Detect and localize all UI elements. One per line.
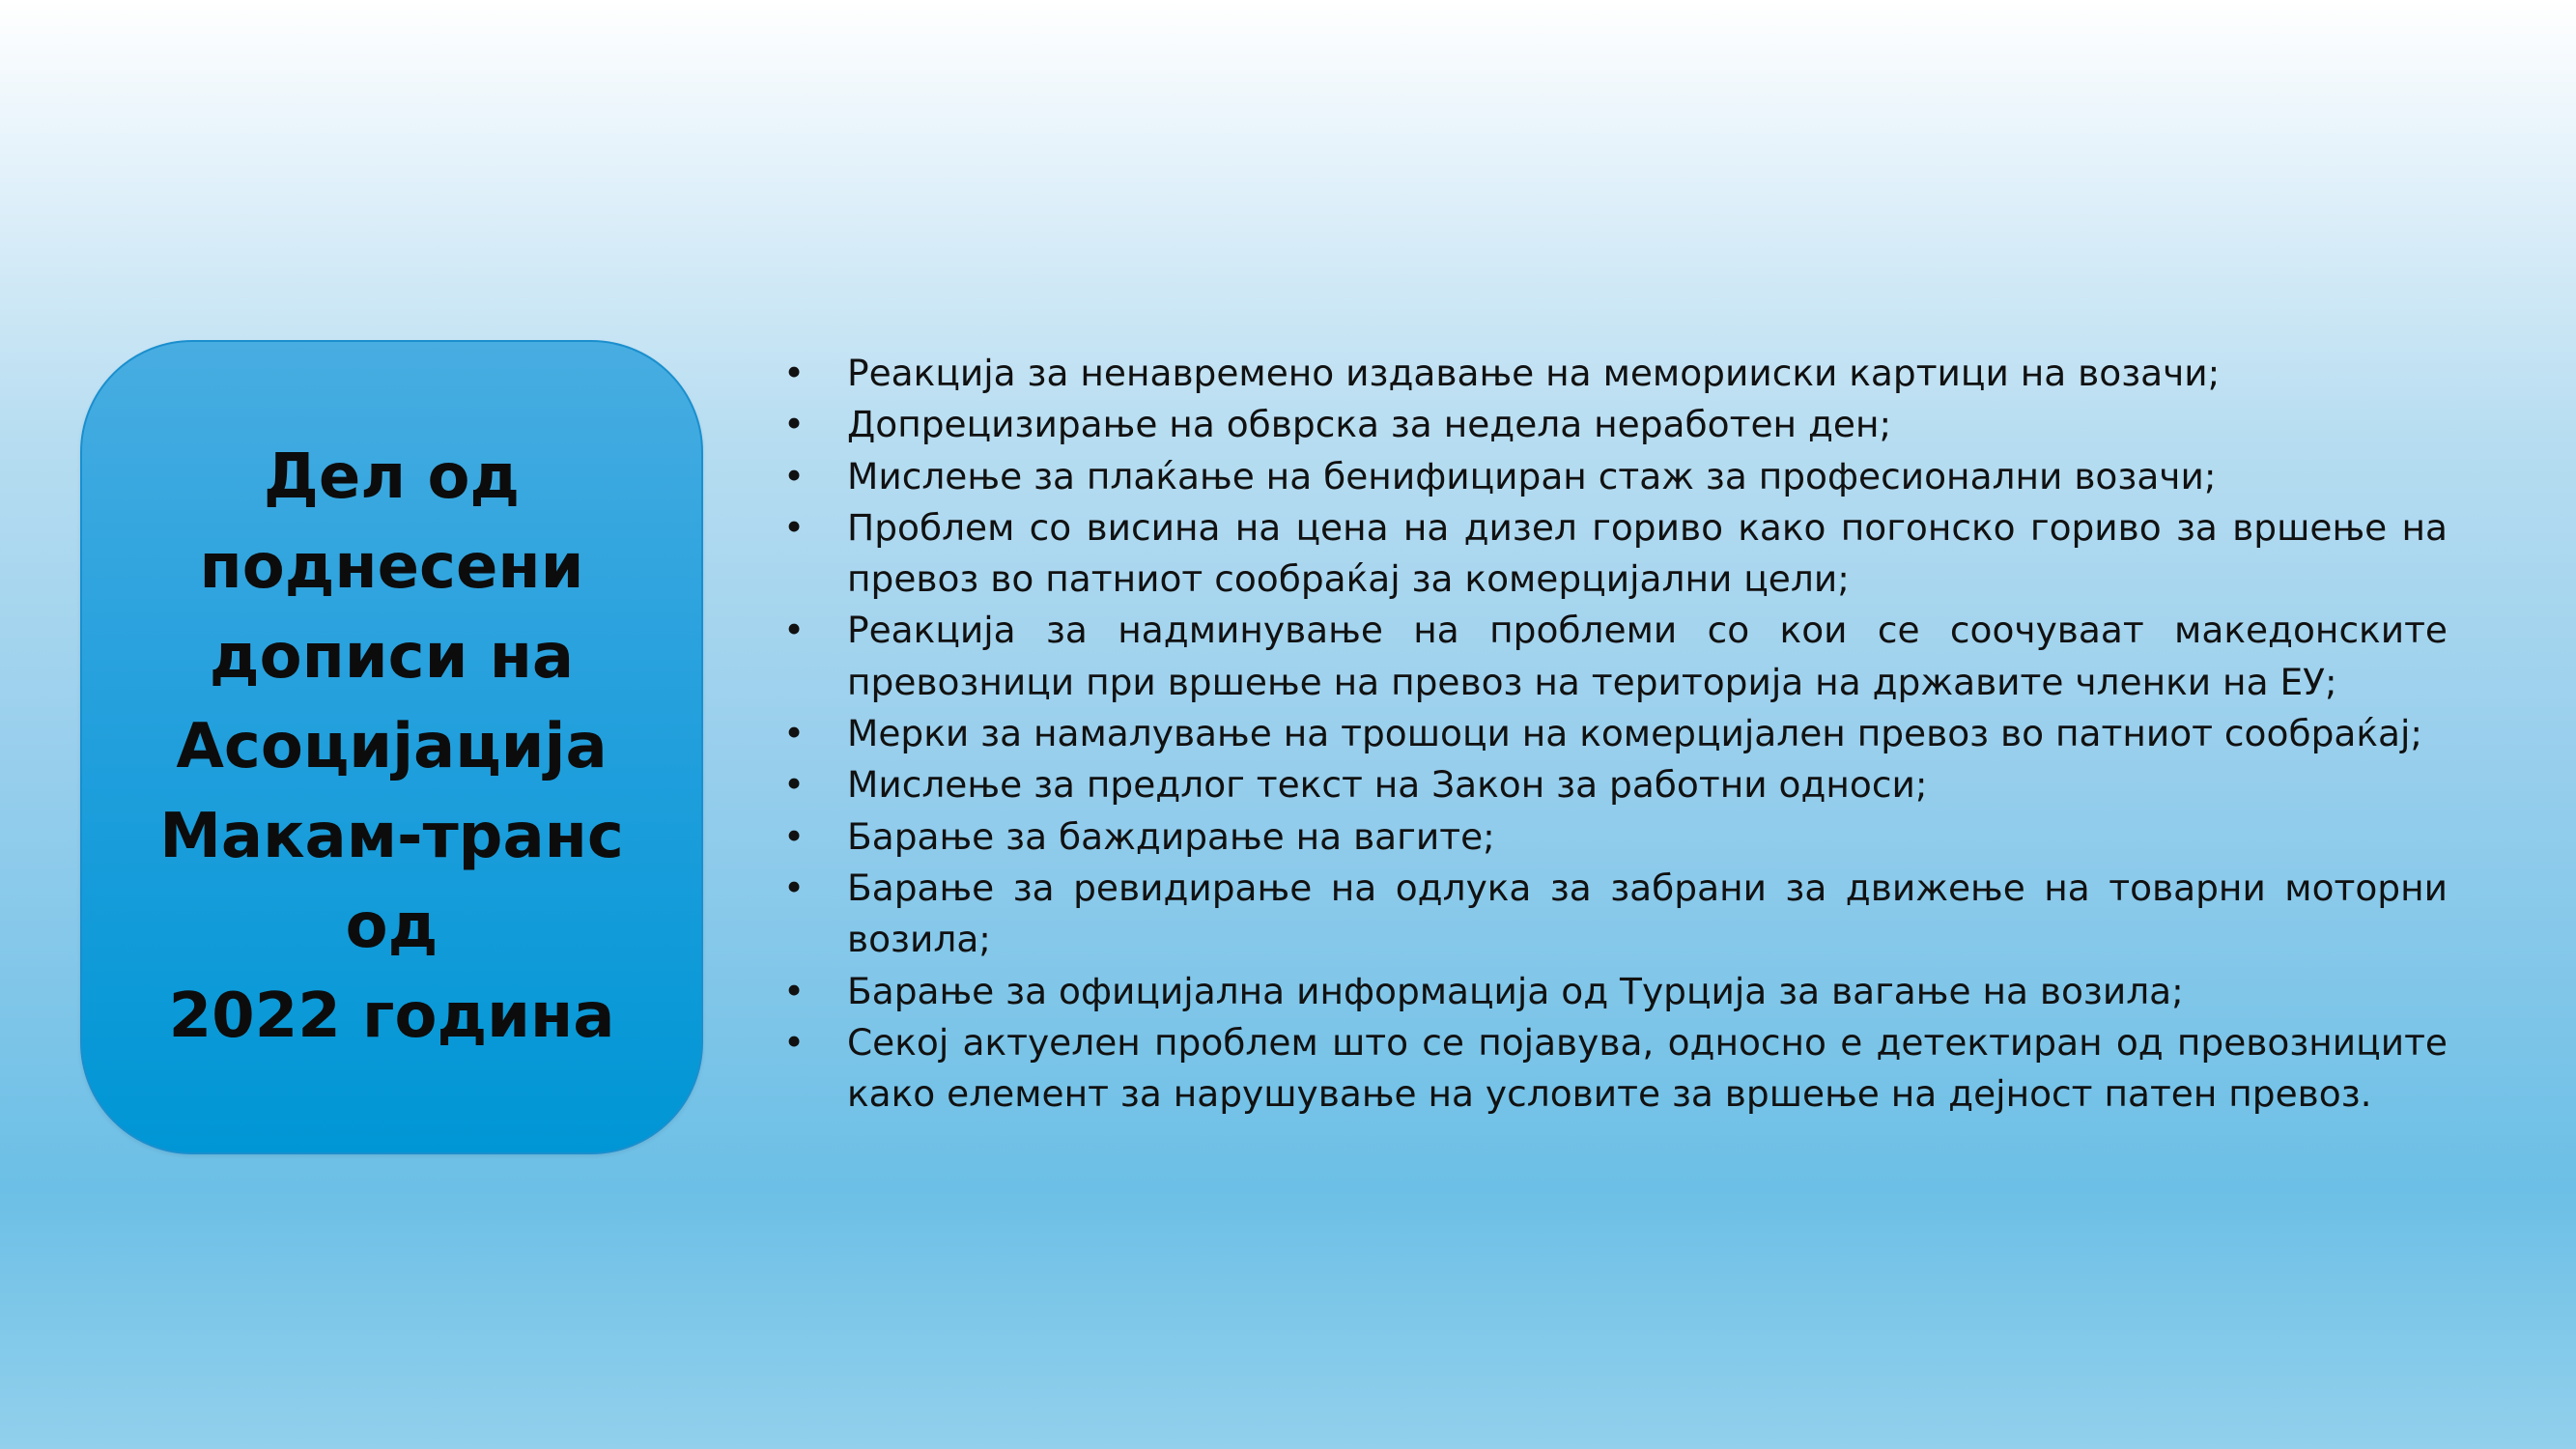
activity-list — [778, 348, 2448, 1120]
bullet-icon: • — [783, 505, 806, 549]
title-line: од — [345, 891, 439, 962]
list-item — [778, 863, 2448, 966]
list-item-text: Реакција за ненавремено издавање на меморииски картици на возачи; — [847, 352, 2221, 394]
list-item — [778, 451, 2448, 502]
bullet-icon: • — [783, 454, 806, 497]
bullet-icon: • — [783, 969, 806, 1012]
list-item-text: Проблем со висина на цена на дизел гориво како погонско гориво за вршење на превоз во патниот сообраќај за комерцијални цели; — [847, 505, 2448, 601]
list-item — [778, 1017, 2448, 1121]
title-line: дописи на — [209, 621, 575, 693]
bullet-icon: • — [783, 352, 806, 394]
bullet-icon: • — [783, 609, 806, 652]
list-item-text: Барање за официјална информација од Турција за вагање на возила; — [847, 969, 2184, 1012]
title-line: Макам-транс — [159, 801, 624, 872]
list-item — [778, 605, 2448, 708]
slide-title — [159, 433, 624, 1062]
list-item — [778, 966, 2448, 1017]
list-item-text: Барање за баждирање на вагите; — [847, 814, 1495, 858]
list-item — [778, 708, 2448, 759]
list-item-text: Секој актуелен проблем што се појавува, односно е детектиран од превозниците како елемент за нарушување на условите за вршење на дејност патен превоз. — [847, 1020, 2448, 1116]
bullet-icon: • — [783, 763, 806, 807]
bullet-icon: • — [783, 403, 806, 446]
bullet-icon: • — [783, 1020, 806, 1064]
list-item — [778, 759, 2448, 810]
list-item-text: Барање за ревидирање на одлука за забрани за движење на товарни моторни возила; — [847, 866, 2448, 961]
list-item-text: Реакција за надминување на проблеми со кои се соочуваат македонските превозници при вршење на превоз на територија на државите членки на ЕУ; — [847, 609, 2448, 703]
title-line: 2022 година — [168, 980, 615, 1052]
bullet-icon: • — [783, 712, 806, 755]
title-box — [80, 340, 703, 1154]
list-item-text: Допрецизирање на обврска за недела неработен ден; — [847, 403, 1892, 446]
list-item — [778, 502, 2448, 606]
list-item-text: Мислење за предлог текст на Закон за работни односи; — [847, 763, 1928, 807]
list-item — [778, 348, 2448, 399]
list-item-text: Мерки за намалување на трошоци на комерцијален превоз во патниот сообраќај; — [847, 712, 2423, 755]
list-item — [778, 811, 2448, 863]
title-line: Асоцијација — [176, 711, 608, 782]
list-item — [778, 399, 2448, 450]
bullet-icon: • — [783, 866, 806, 909]
list-item-text: Мислење за плаќање на бенифициран стаж за професионални возачи; — [847, 454, 2217, 497]
bullet-icon: • — [783, 814, 806, 858]
title-line: Дел од — [263, 441, 521, 513]
title-line: поднесени — [199, 531, 584, 603]
